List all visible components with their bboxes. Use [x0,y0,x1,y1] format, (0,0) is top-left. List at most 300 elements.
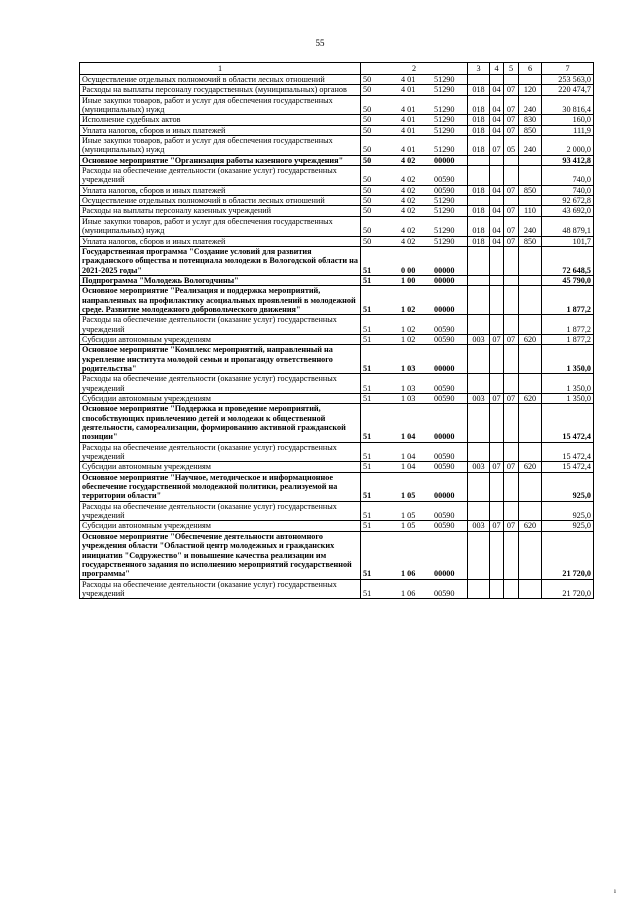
code-part: 50 [363,75,372,84]
row-name-cell: Основное мероприятие "Поддержка и проведение мероприятий, способствующих привлечению детей и молодежи к общественной деятельности, самореализации, формированию активной гражданской позиции" [80,404,361,442]
row-rz-cell [490,275,504,285]
code-part: 50 [363,185,372,195]
header-cell: 2 [361,63,468,75]
row-vr-cell [519,155,542,165]
row-sum-cell: 15 472,4 [542,404,594,442]
row-rz-cell [490,155,504,165]
row-sum-cell: 925,0 [542,472,594,501]
budget-table [79,62,594,599]
row-rz-cell: 07 [490,394,504,404]
row-pr-cell: 07 [504,394,519,404]
row-sum-cell: 925,0 [542,501,594,521]
table-row [80,286,594,315]
row-grbs-cell: 018 [468,95,490,115]
code-part: 1 04 [401,452,416,462]
row-code-cell [361,334,468,344]
row-sum-cell: 1 877,2 [542,334,594,344]
table-row [80,394,594,404]
row-vr-cell: 850 [519,236,542,246]
row-vr-cell [519,442,542,462]
code-part: 1 06 [401,588,416,598]
row-vr-cell [519,275,542,285]
row-rz-cell: 07 [490,462,504,472]
code-part: 00000 [434,363,455,373]
table-row [80,275,594,285]
code-part: 50 [363,145,372,155]
row-code-cell [361,155,468,165]
row-grbs-cell [468,75,490,85]
row-vr-cell [519,166,542,186]
table-row [80,166,594,186]
code-part: 1 02 [401,304,416,314]
row-pr-cell [504,155,519,165]
row-vr-cell: 240 [519,216,542,236]
code-part: 51290 [434,85,455,95]
row-rz-cell [490,501,504,521]
row-name-cell: Субсидии автономным учреждениям [80,394,361,404]
code-part: 51290 [434,105,455,115]
row-name-cell: Основное мероприятие "Организация работы казенного учреждения" [80,155,361,165]
row-sum-cell: 1 350,0 [542,374,594,394]
row-vr-cell [519,374,542,394]
code-part: 50 [363,85,372,95]
row-sum-cell: 740,0 [542,185,594,195]
row-vr-cell [519,579,542,599]
code-part: 51290 [434,125,455,135]
row-rz-cell: 04 [490,206,504,216]
row-pr-cell [504,345,519,374]
row-vr-cell [519,286,542,315]
code-part: 1 03 [401,383,416,393]
code-part: 4 01 [401,105,416,115]
row-sum-cell: 111,9 [542,125,594,135]
table-row [80,95,594,115]
row-pr-cell: 07 [504,216,519,236]
row-grbs-cell [468,345,490,374]
row-name-cell: Расходы на обеспечение деятельности (оказание услуг) государственных учреждений [80,579,361,599]
code-part: 4 02 [401,196,416,206]
row-sum-cell: 43 692,0 [542,206,594,216]
code-part: 00590 [434,394,455,403]
code-part: 4 02 [401,175,416,185]
row-grbs-cell [468,501,490,521]
row-pr-cell [504,472,519,501]
row-code-cell [361,345,468,374]
row-code-cell [361,125,468,135]
code-part: 00000 [434,491,455,501]
code-part: 51290 [434,206,455,216]
row-pr-cell [504,75,519,85]
row-sum-cell: 15 472,4 [542,442,594,462]
row-rz-cell: 04 [490,216,504,236]
code-part: 00590 [434,588,455,598]
table-row [80,462,594,472]
table-row [80,75,594,85]
code-part: 00590 [434,511,455,521]
code-part: 51 [363,275,372,285]
row-name-cell: Основное мероприятие "Реализация и поддержка мероприятий, направленных на профилактику асоциальных проявлений в молодежной среде. Развитие молодежного добровольческого движения" [80,286,361,315]
code-part: 51 [363,521,372,531]
row-rz-cell: 04 [490,115,504,125]
table-row [80,531,594,579]
row-code-cell [361,115,468,125]
row-sum-cell: 30 816,4 [542,95,594,115]
row-code-cell [361,246,468,275]
row-pr-cell [504,246,519,275]
row-code-cell [361,216,468,236]
code-part: 51290 [434,115,455,125]
row-pr-cell: 07 [504,462,519,472]
row-pr-cell [504,166,519,186]
row-code-cell [361,404,468,442]
code-part: 51 [363,569,372,579]
code-part: 00590 [434,324,455,334]
row-name-cell: Основное мероприятие "Научное, методическое и информационное обеспечение государственной молодежной политики, реализуемой на территории области" [80,472,361,501]
table-row [80,206,594,216]
code-part: 50 [363,105,372,115]
header-cell: 6 [519,63,542,75]
row-pr-cell: 07 [504,85,519,95]
row-grbs-cell: 018 [468,125,490,135]
table-row [80,374,594,394]
table-row [80,155,594,165]
page-number: 55 [315,38,325,48]
code-part: 00000 [434,275,455,285]
row-code-cell [361,75,468,85]
row-pr-cell: 07 [504,115,519,125]
row-rz-cell: 07 [490,136,504,156]
row-rz-cell [490,75,504,85]
row-grbs-cell [468,315,490,335]
row-code-cell [361,579,468,599]
code-part: 51 [363,511,372,521]
table-row [80,85,594,95]
table-row [80,521,594,531]
table-row [80,404,594,442]
row-pr-cell: 07 [504,206,519,216]
code-part: 51 [363,363,372,373]
row-vr-cell [519,345,542,374]
code-part: 1 06 [401,569,416,579]
row-name-cell: Расходы на обеспечение деятельности (оказание услуг) государственных учреждений [80,374,361,394]
code-part: 00590 [434,175,455,185]
row-rz-cell [490,442,504,462]
code-part: 50 [363,155,372,165]
row-grbs-cell: 003 [468,334,490,344]
row-pr-cell: 07 [504,236,519,246]
code-part: 50 [363,226,372,236]
code-part: 00000 [434,432,455,442]
header-cell: 7 [542,63,594,75]
row-code-cell [361,442,468,462]
row-vr-cell [519,531,542,579]
row-grbs-cell: 018 [468,85,490,95]
code-part: 00590 [434,521,455,531]
row-rz-cell: 07 [490,521,504,531]
row-name-cell: Уплата налогов, сборов и иных платежей [80,236,361,246]
table-row [80,115,594,125]
row-name-cell: Расходы на обеспечение деятельности (оказание услуг) государственных учреждений [80,501,361,521]
row-code-cell [361,275,468,285]
code-part: 51290 [434,236,455,246]
table-row [80,236,594,246]
row-name-cell: Иные закупки товаров, работ и услуг для обеспечения государственных (муниципальных) нужд [80,216,361,236]
code-part: 00000 [434,155,455,165]
row-code-cell [361,472,468,501]
code-part: 0 00 [401,265,416,275]
row-rz-cell: 07 [490,334,504,344]
code-part: 4 01 [401,75,416,84]
table-row [80,442,594,462]
row-grbs-cell [468,166,490,186]
row-sum-cell: 21 720,0 [542,531,594,579]
row-rz-cell: 04 [490,85,504,95]
row-vr-cell: 620 [519,521,542,531]
row-pr-cell [504,286,519,315]
row-grbs-cell: 018 [468,185,490,195]
row-sum-cell: 253 563,0 [542,75,594,85]
code-part: 1 02 [401,334,416,344]
row-rz-cell [490,246,504,275]
row-vr-cell: 850 [519,185,542,195]
row-name-cell: Основное мероприятие "Обеспечение деятельности автономного учреждения области "Областной центр молодежных и гражданских инициатив "Содружество" и повышение качества реализации им государственного задания по исполнению мероприятий государственной программы" [80,531,361,579]
code-part: 50 [363,236,372,246]
row-vr-cell: 620 [519,462,542,472]
row-sum-cell: 15 472,4 [542,462,594,472]
row-vr-cell [519,196,542,206]
row-sum-cell: 2 000,0 [542,136,594,156]
row-pr-cell [504,579,519,599]
code-part: 1 05 [401,511,416,521]
row-code-cell [361,286,468,315]
row-pr-cell [504,374,519,394]
row-code-cell [361,136,468,156]
code-part: 51 [363,588,372,598]
table-body [80,75,594,599]
row-grbs-cell: 003 [468,521,490,531]
code-part: 50 [363,206,372,216]
code-part: 51 [363,265,372,275]
code-part: 51 [363,394,372,403]
code-part: 51290 [434,226,455,236]
row-vr-cell: 110 [519,206,542,216]
row-vr-cell [519,315,542,335]
code-part: 1 04 [401,432,416,442]
row-sum-cell: 220 474,7 [542,85,594,95]
row-rz-cell [490,404,504,442]
row-rz-cell [490,315,504,335]
row-vr-cell: 830 [519,115,542,125]
row-sum-cell: 925,0 [542,521,594,531]
row-sum-cell: 1 877,2 [542,315,594,335]
row-grbs-cell: 018 [468,216,490,236]
code-part: 50 [363,115,372,125]
code-part: 51 [363,462,372,472]
row-rz-cell [490,286,504,315]
row-rz-cell [490,472,504,501]
row-rz-cell: 04 [490,125,504,135]
code-part: 00000 [434,569,455,579]
header-cell: 5 [504,63,519,75]
row-pr-cell: 07 [504,185,519,195]
code-part: 51 [363,491,372,501]
row-sum-cell: 45 790,0 [542,275,594,285]
code-part: 1 02 [401,324,416,334]
table-row [80,185,594,195]
row-name-cell: Расходы на обеспечение деятельности (оказание услуг) государственных учреждений [80,442,361,462]
row-vr-cell [519,75,542,85]
row-sum-cell: 1 350,0 [542,394,594,404]
row-pr-cell [504,275,519,285]
row-name-cell: Субсидии автономным учреждениям [80,462,361,472]
row-name-cell: Основное мероприятие "Комплекс мероприятий, направленный на укрепление института молодой семьи и пропаганду ответственного родительства" [80,345,361,374]
row-code-cell [361,95,468,115]
row-code-cell [361,85,468,95]
row-name-cell: Расходы на обеспечение деятельности (оказание услуг) государственных учреждений [80,315,361,335]
row-sum-cell: 1 877,2 [542,286,594,315]
row-grbs-cell [468,155,490,165]
row-grbs-cell [468,404,490,442]
row-rz-cell [490,166,504,186]
row-grbs-cell [468,374,490,394]
row-name-cell: Расходы на обеспечение деятельности (оказание услуг) государственных учреждений [80,166,361,186]
row-code-cell [361,206,468,216]
code-part: 4 01 [401,125,416,135]
code-part: 00000 [434,304,455,314]
row-grbs-cell [468,196,490,206]
row-pr-cell: 07 [504,125,519,135]
row-sum-cell: 72 648,5 [542,246,594,275]
row-code-cell [361,521,468,531]
row-rz-cell [490,374,504,394]
code-part: 51 [363,304,372,314]
row-vr-cell: 620 [519,394,542,404]
row-sum-cell: 740,0 [542,166,594,186]
code-part: 1 05 [401,521,416,531]
row-pr-cell [504,315,519,335]
row-sum-cell: 93 412,8 [542,155,594,165]
code-part: 00590 [434,452,455,462]
row-grbs-cell: 018 [468,206,490,216]
table-row [80,472,594,501]
code-part: 4 01 [401,115,416,125]
row-pr-cell [504,531,519,579]
row-vr-cell [519,501,542,521]
table-row [80,345,594,374]
row-grbs-cell: 018 [468,236,490,246]
row-pr-cell: 05 [504,136,519,156]
row-name-cell: Исполнение судебных актов [80,115,361,125]
row-rz-cell [490,345,504,374]
row-name-cell: Иные закупки товаров, работ и услуг для обеспечения государственных (муниципальных) нужд [80,136,361,156]
code-part: 51 [363,324,372,334]
row-name-cell: Субсидии автономным учреждениям [80,334,361,344]
row-code-cell [361,531,468,579]
code-part: 4 02 [401,236,416,246]
code-part: 51 [363,334,372,344]
row-pr-cell [504,501,519,521]
row-pr-cell [504,196,519,206]
row-sum-cell: 1 350,0 [542,345,594,374]
row-vr-cell [519,472,542,501]
code-part: 1 03 [401,394,416,403]
row-pr-cell: 07 [504,521,519,531]
row-rz-cell [490,196,504,206]
code-part: 50 [363,175,372,185]
row-vr-cell [519,246,542,275]
row-sum-cell: 21 720,0 [542,579,594,599]
row-name-cell: Государственная программа "Создание условий для развития гражданского общества и потенциала молодежи в Вологодской области на 2021-2025 годы" [80,246,361,275]
code-part: 50 [363,125,372,135]
code-part: 50 [363,196,372,206]
row-name-cell: Уплата налогов, сборов и иных платежей [80,125,361,135]
row-sum-cell: 92 672,8 [542,196,594,206]
table-row [80,136,594,156]
table-row [80,196,594,206]
row-sum-cell: 101,7 [542,236,594,246]
row-code-cell [361,374,468,394]
code-part: 4 02 [401,206,416,216]
row-name-cell: Расходы на выплаты персоналу государственных (муниципальных) органов [80,85,361,95]
row-grbs-cell: 003 [468,394,490,404]
corner-mark: ı [614,887,616,895]
code-part: 51290 [434,145,455,155]
row-vr-cell: 850 [519,125,542,135]
header-cell: 3 [468,63,490,75]
row-grbs-cell [468,579,490,599]
code-part: 1 00 [401,275,416,285]
header-cell: 4 [490,63,504,75]
code-part: 51290 [434,75,455,84]
row-grbs-cell: 018 [468,136,490,156]
row-name-cell: Уплата налогов, сборов и иных платежей [80,185,361,195]
row-code-cell [361,462,468,472]
row-rz-cell: 04 [490,95,504,115]
table-row [80,216,594,236]
row-grbs-cell: 018 [468,115,490,125]
table-row [80,125,594,135]
row-grbs-cell [468,275,490,285]
row-name-cell: Субсидии автономным учреждениям [80,521,361,531]
row-name-cell: Осуществление отдельных полномочий в области лесных отношений [80,196,361,206]
row-sum-cell: 160,0 [542,115,594,125]
code-part: 00000 [434,265,455,275]
row-pr-cell [504,404,519,442]
table-row [80,501,594,521]
row-rz-cell: 04 [490,236,504,246]
header-cell: 1 [80,63,361,75]
code-part: 00590 [434,334,455,344]
code-part: 1 03 [401,363,416,373]
row-vr-cell: 620 [519,334,542,344]
table-row [80,579,594,599]
row-code-cell [361,196,468,206]
code-part: 51 [363,383,372,393]
row-grbs-cell [468,442,490,462]
code-part: 00590 [434,383,455,393]
code-part: 51 [363,452,372,462]
row-pr-cell: 07 [504,95,519,115]
table-header-row [80,63,594,75]
code-part: 1 04 [401,462,416,472]
code-part: 4 01 [401,85,416,95]
row-pr-cell: 07 [504,334,519,344]
row-grbs-cell [468,531,490,579]
row-rz-cell [490,531,504,579]
code-part: 4 02 [401,185,416,195]
row-grbs-cell [468,246,490,275]
row-sum-cell: 48 879,1 [542,216,594,236]
